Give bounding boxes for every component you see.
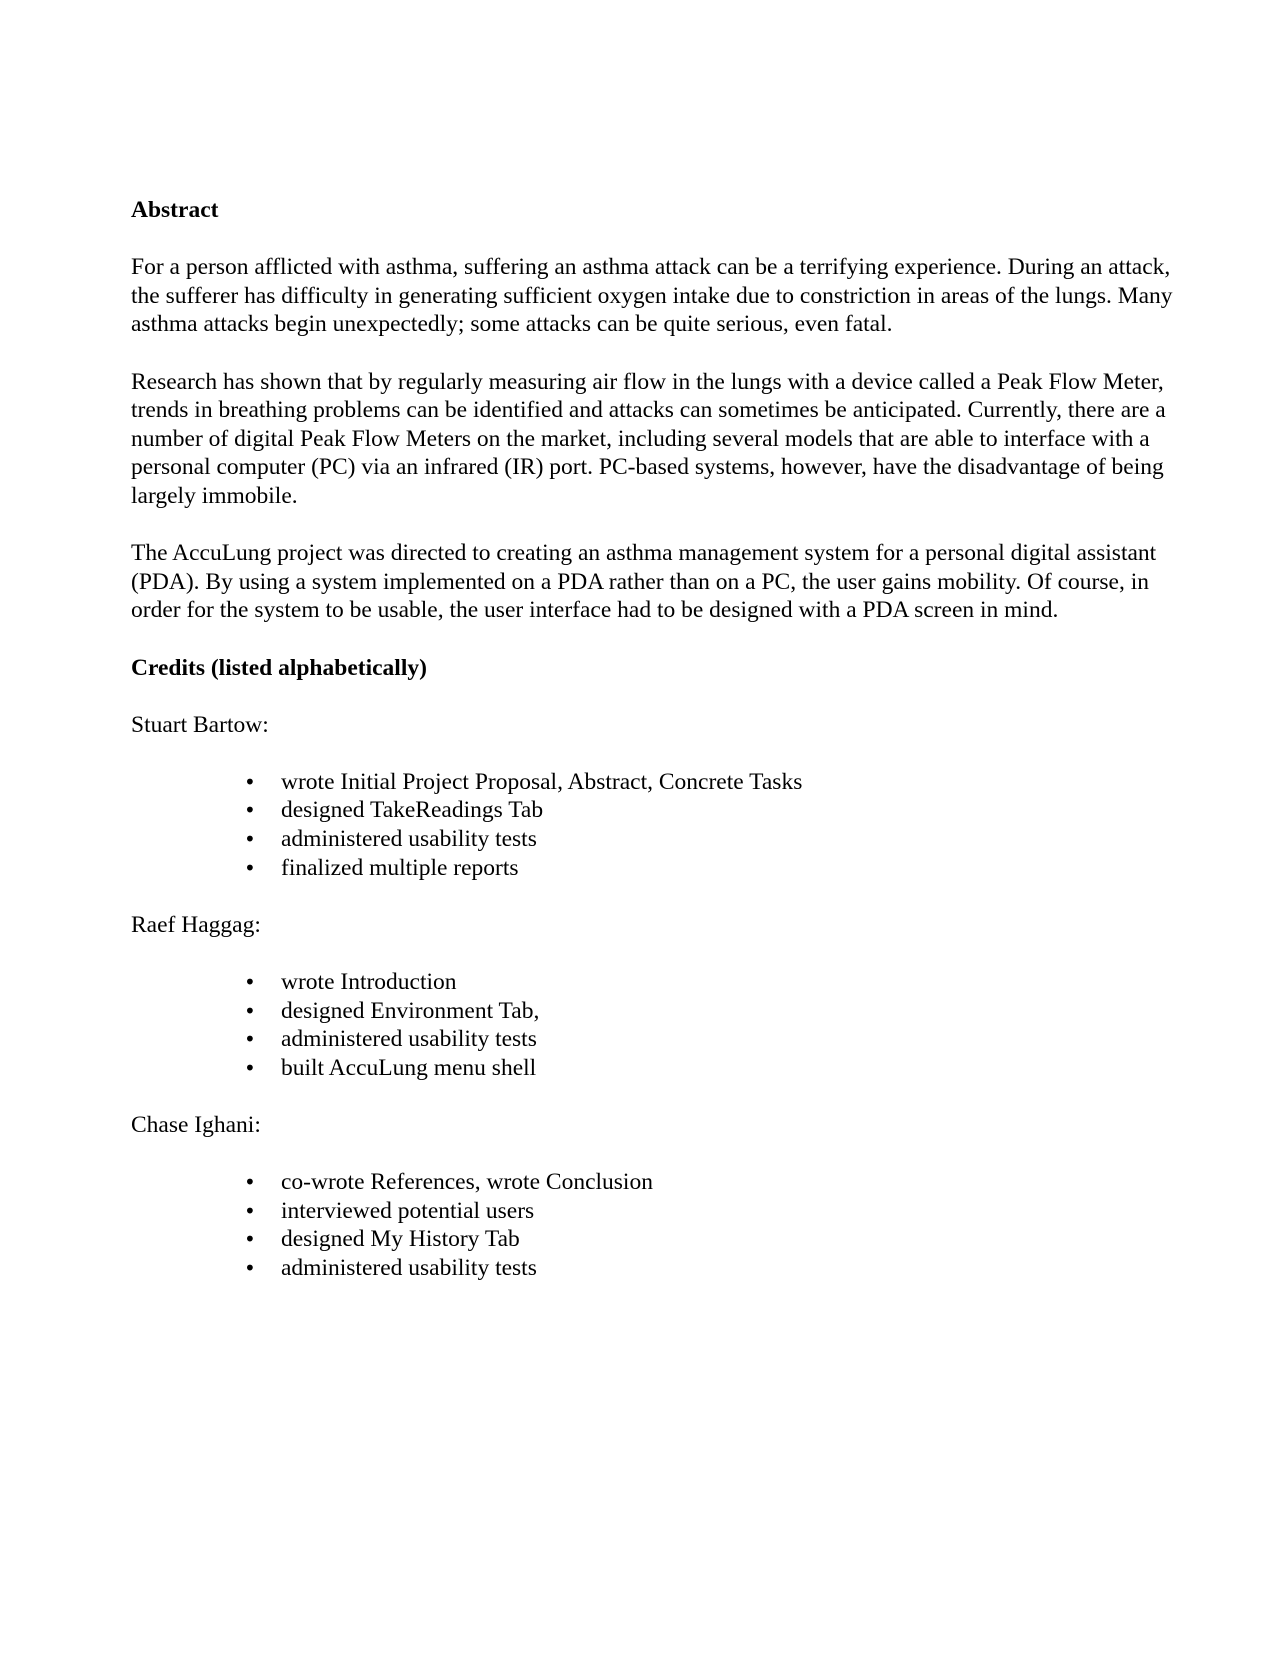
credit-item-text: designed Environment Tab, (281, 997, 540, 1024)
credit-item-text: co-wrote References, wrote Conclusion (281, 1169, 653, 1196)
credit-item (131, 997, 1181, 1026)
bullet-icon: • (244, 798, 256, 823)
credit-item-text: designed My History Tab (281, 1226, 520, 1253)
credit-item (131, 825, 1181, 854)
credit-list (131, 968, 1181, 1082)
credit-person-name: Stuart Bartow: (131, 711, 269, 738)
bullet-icon: • (244, 855, 256, 880)
credit-item (131, 1197, 1181, 1226)
credit-list (131, 768, 1181, 882)
document-page (131, 196, 1181, 1311)
credit-item-text: interviewed potential users (281, 1197, 535, 1224)
credit-person-name: Chase Ighani: (131, 1112, 261, 1138)
bullet-icon: • (244, 1227, 256, 1252)
abstract-paragraph: For a person afflicted with asthma, suffering an asthma attack can be a terrifying experience. During an attack, the sufferer has difficulty in generating sufficient oxygen intake due to constriction in areas of the lungs. Many asthma attacks begin unexpectedly; some attacks can be quite serious, even fatal. (131, 254, 1173, 338)
bullet-icon: • (244, 998, 256, 1023)
credit-item-text: wrote Introduction (281, 969, 457, 996)
credit-item (131, 1254, 1181, 1283)
credit-item-text: wrote Initial Project Proposal, Abstract, Concrete Tasks (281, 768, 803, 795)
credit-item (131, 968, 1181, 997)
credit-item-text: administered usability tests (281, 1026, 537, 1053)
credit-item (131, 1225, 1181, 1254)
bullet-icon: • (244, 1055, 256, 1080)
bullet-icon: • (244, 1255, 256, 1280)
credit-item (131, 768, 1181, 797)
bullet-icon: • (244, 827, 256, 852)
bullet-icon: • (244, 970, 256, 995)
credit-item (131, 854, 1181, 883)
credit-item-text: administered usability tests (281, 826, 537, 853)
credit-item (131, 1054, 1181, 1083)
credit-item-text: built AccuLung menu shell (281, 1054, 537, 1081)
credit-person-name: Raef Haggag: (131, 911, 261, 938)
credit-item-text: designed TakeReadings Tab (281, 797, 544, 824)
bullet-icon: • (244, 1170, 256, 1195)
credit-item (131, 796, 1181, 825)
bullet-icon: • (244, 1027, 256, 1052)
credit-list (131, 1168, 1181, 1282)
credits-heading: Credits (listed alphabetically) (131, 654, 427, 681)
abstract-paragraph: The AccuLung project was directed to creating an asthma management system for a personal digital assistant (PDA). By using a system implemented on a PDA rather than on a PC, the user gains mobility. Of course, in order for the system to be usable, the user interface had to be designed with a PDA screen in mind. (131, 540, 1157, 624)
bullet-icon: • (244, 1198, 256, 1223)
abstract-heading: Abstract (131, 197, 219, 223)
bullet-icon: • (244, 769, 256, 794)
abstract-paragraph: Research has shown that by regularly measuring air flow in the lungs with a device called a Peak Flow Meter, trends in breathing problems can be identified and attacks can sometimes be anticipated. Currently, there are a number of digital Peak Flow Meters on the market, including several models that are able to interface with a personal computer (PC) via an infrared (IR) port. PC-based systems, however, have the disadvantage of being largely immobile. (131, 368, 1166, 509)
credit-item-text: finalized multiple reports (281, 854, 519, 881)
credit-item-text: administered usability tests (281, 1254, 537, 1281)
credit-item (131, 1025, 1181, 1054)
credit-item (131, 1168, 1181, 1197)
